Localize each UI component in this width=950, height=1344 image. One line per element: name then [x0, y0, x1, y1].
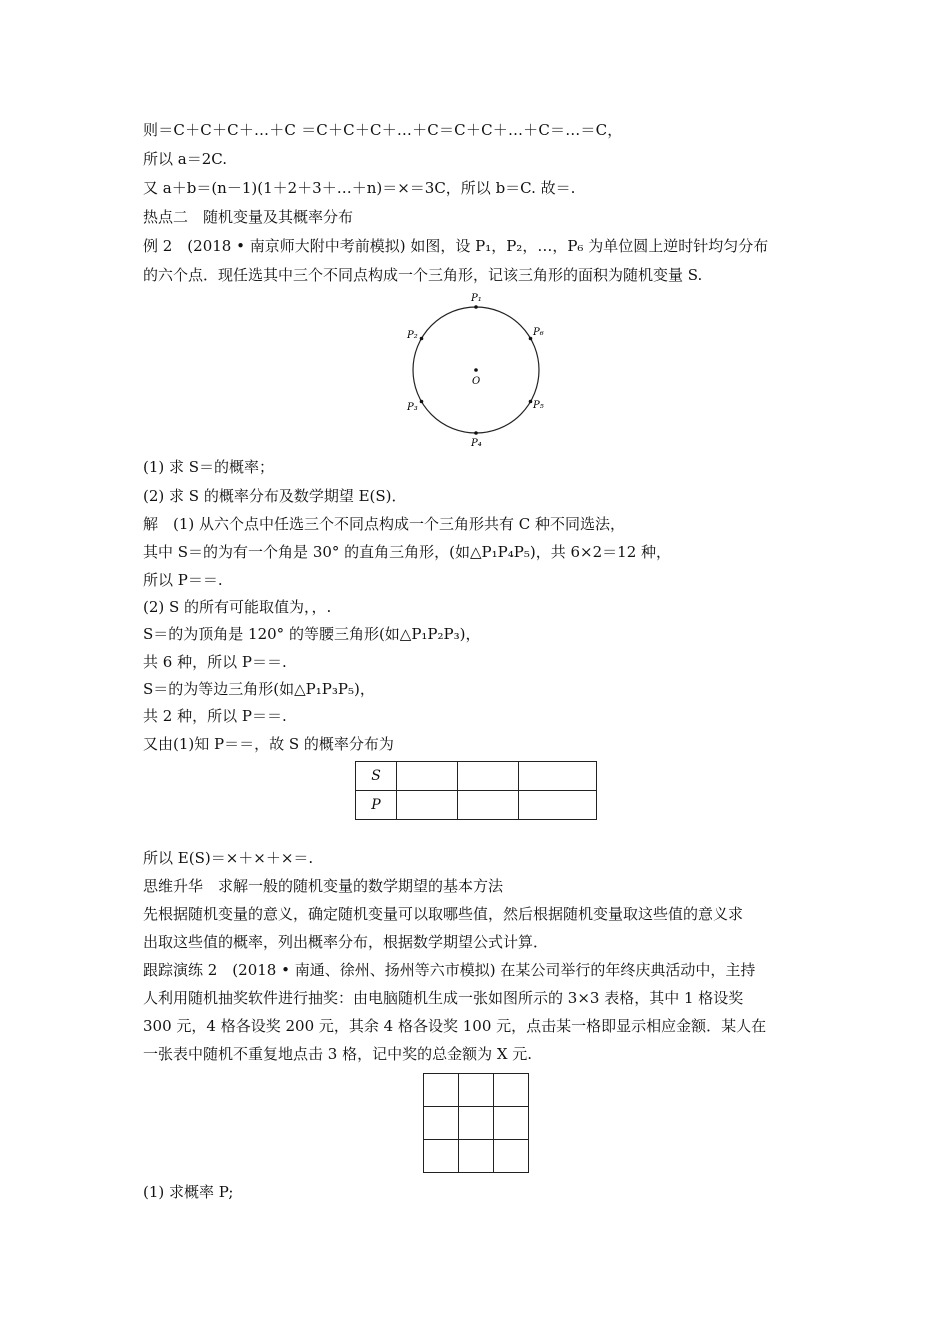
text-line: 则＝C＋C＋C＋…＋C ＝C＋C＋C＋…＋C＝C＋C＋…＋C＝…＝C，: [143, 121, 623, 139]
table-row: [356, 791, 597, 820]
text-line: 一张表中随机不重复地点击 3 格，记中奖的总金额为 X 元.: [143, 1045, 533, 1063]
text-line: 共 6 种，所以 P＝＝.: [143, 653, 287, 671]
label-p2: P₂: [407, 330, 418, 341]
grid-cell: [494, 1140, 529, 1173]
section-heading: 热点二 随机变量及其概率分布: [143, 208, 354, 226]
table-cell: [397, 791, 458, 820]
section-heading: 思维升华 求解一般的随机变量的数学期望的基本方法: [143, 877, 504, 895]
text-line: 人利用随机抽奖软件进行抽奖：由电脑随机生成一张如图所示的 3×3 表格，其中 1 格设奖: [143, 989, 744, 1007]
text-line: (2) 求 S 的概率分布及数学期望 E(S)．: [143, 487, 407, 505]
text-line: 共 2 种，所以 P＝＝.: [143, 707, 287, 725]
text-line: 解 (1) 从六个点中任选三个不同点构成一个三角形共有 C 种不同选法，: [143, 515, 626, 533]
table-row: [424, 1140, 529, 1173]
row-header-s: S: [356, 762, 397, 791]
table-cell: [397, 762, 458, 791]
text-line: 又由(1)知 P＝＝，故 S 的概率分布为: [143, 735, 394, 753]
label-p6: P₆: [533, 327, 544, 338]
text-line: 所以 P＝＝.: [143, 571, 223, 589]
point-p6: [529, 337, 533, 341]
text-line: (2) S 的所有可能取值为，，.: [143, 598, 332, 616]
point-p5: [529, 400, 533, 404]
text-line: S＝的为顶角是 120° 的等腰三角形(如△P₁P₂P₃)，: [143, 625, 481, 643]
label-p3: P₃: [407, 402, 418, 413]
grid-cell: [424, 1074, 459, 1107]
label-o: O: [472, 376, 481, 387]
grid-cell: [424, 1140, 459, 1173]
point-p1: [474, 305, 478, 309]
text-line: 的六个点．现任选其中三个不同点构成一个三角形，记该三角形的面积为随机变量 S.: [143, 266, 703, 284]
label-p1: P₁: [471, 293, 482, 304]
text-line: 又 a＋b＝(n－1)(1＋2＋3＋…＋n)＝×＝3C，所以 b＝C. 故＝.: [143, 179, 576, 197]
distribution-table: [355, 761, 597, 820]
label-p4: P₄: [471, 438, 482, 449]
grid-cell: [424, 1107, 459, 1140]
text-line: 跟踪演练 2 (2018 • 南通、徐州、扬州等六市模拟) 在某公司举行的年终庆典活动中，主持: [143, 961, 756, 979]
text-line: 先根据随机变量的意义，确定随机变量可以取哪些值，然后根据随机变量取这些值的意义求: [143, 905, 744, 923]
table-cell: [519, 762, 597, 791]
grid-cell: [494, 1074, 529, 1107]
table-row: [424, 1107, 529, 1140]
text-line: S＝的为等边三角形(如△P₁P₃P₅)，: [143, 680, 375, 698]
text-line: 出取这些值的概率，列出概率分布，根据数学期望公式计算．: [143, 933, 549, 951]
label-p5: P₅: [533, 400, 544, 411]
grid-3x3: [423, 1073, 529, 1173]
table-cell: [458, 791, 519, 820]
text-line: (1) 求概率 P;: [143, 1183, 234, 1201]
text-line: 所以 E(S)＝×＋×＋×＝.: [143, 849, 314, 867]
grid-cell: [459, 1074, 494, 1107]
grid-cell: [459, 1107, 494, 1140]
table-cell: [458, 762, 519, 791]
text-line: (1) 求 S＝的概率；: [143, 458, 275, 476]
table-cell: [519, 791, 597, 820]
text-line: 其中 S＝的为有一个角是 30° 的直角三角形，(如△P₁P₄P₅)，共 6×2＝12 种，: [143, 543, 672, 561]
grid-cell: [459, 1140, 494, 1173]
center-point: [474, 368, 478, 372]
table-row: [356, 762, 597, 791]
table-row: [424, 1074, 529, 1107]
text-line: 300 元，4 格各设奖 200 元，其余 4 格各设奖 100 元，点击某一格即显示相应金额．某人在: [143, 1017, 767, 1035]
text-line: 所以 a＝2C.: [143, 150, 227, 168]
grid-cell: [494, 1107, 529, 1140]
point-p2: [420, 337, 424, 341]
text-line: 例 2 (2018 • 南京师大附中考前模拟) 如图，设 P₁，P₂，…，P₆ 为单位圆上逆时针均匀分布: [143, 237, 769, 255]
row-header-p: P: [356, 791, 397, 820]
point-p4: [474, 431, 478, 435]
point-p3: [420, 400, 424, 404]
unit-circle-figure: [385, 290, 575, 460]
